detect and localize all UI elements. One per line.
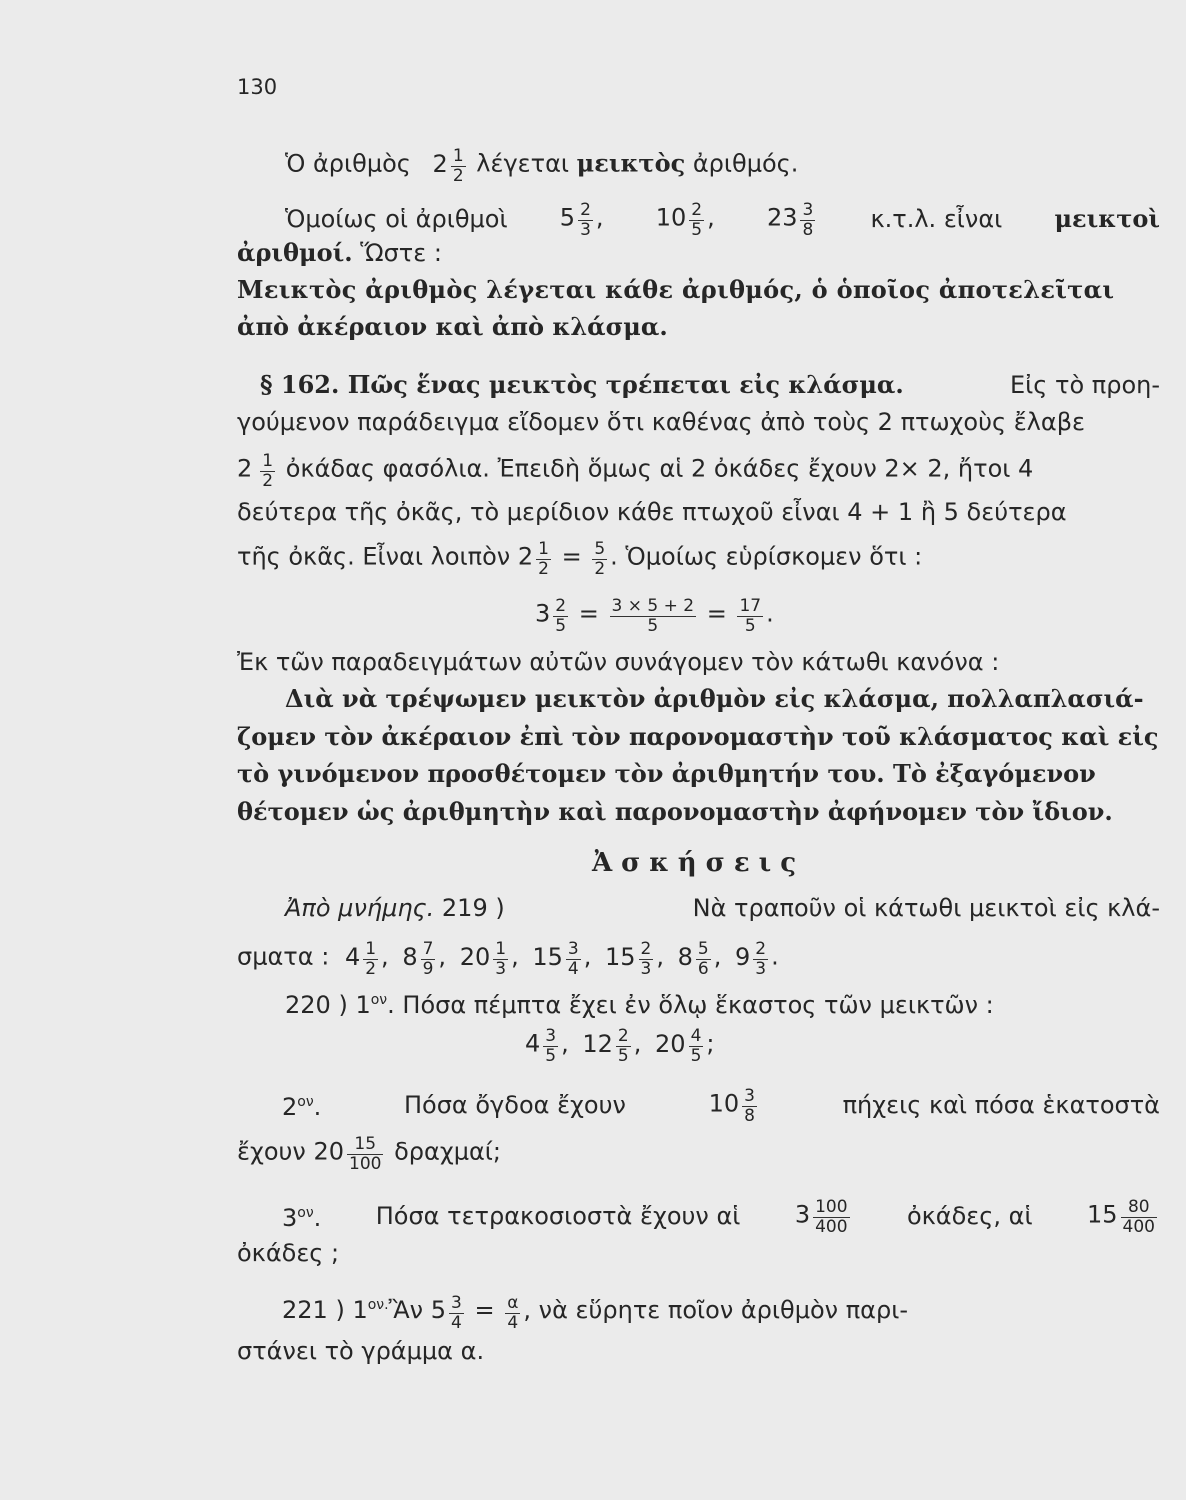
mixed-number: 23 $\frac{3}{8}$ <box>766 200 814 240</box>
section-heading-line <box>260 370 1160 400</box>
text: Ὁ ἀριθμὸς <box>285 149 411 178</box>
rule-line: ζομεν τὸν ἀκέραιον ἐπὶ τὸν παρονομαστὴν τοῦ κλάσματος καὶ εἰς <box>237 722 1159 751</box>
mixed-number: 5 $\frac{2}{3}$ , <box>559 200 604 240</box>
bold-term: ἀριθμοί. <box>237 238 353 267</box>
exercise-220-q1: 220 ) $1^{o\nu}$. Πόσα πέμπτα ἔχει ἐν ὅλῳ ἕκαστος τῶν μεικτῶν : <box>285 991 994 1019</box>
exercise-220-q3: $3^{o\nu}$. Πόσα τετρακοσιοστὰ ἔχουν αἱ 3 $\frac{100}{400}$ ὀκάδες, αἱ 15 $\frac{80}{400}$ <box>282 1197 1155 1237</box>
rule-line: θέτομεν ὡς ἀριθμητὴν καὶ παρονομαστὴν ἀφήνομεν τὸν ἴδιον. <box>237 797 1113 826</box>
body-line: Ἐκ τῶν παραδειγμάτων αὐτῶν συνάγομεν τὸν κάτωθι κανόνα : <box>237 648 1000 676</box>
equation: 3 $\frac{2}{5}$ = $\frac{3 \times 5 + 2}{5}$ = $\frac{17}{5}$ . <box>535 596 774 636</box>
exercise-221: 221 ) $1^{o\nu.}Ἂ\nu$ 5 $\frac{3}{4}$ = $\frac{\alpha}{4}$ , νὰ εὕρητε ποῖον ἀριθμὸν παρι- <box>282 1292 908 1333</box>
body-line: τῆς ὀκᾶς. Εἶναι λοιπὸν 2 $\frac{1}{2}$ = $\frac{5}{2}$ . Ὁμοίως εὑρίσκομεν ὅτι : <box>237 539 923 579</box>
exercise-219: Ἀπὸ μνήμης. 219 ) Νὰ τραποῦν οἱ κάτωθι μεικτοὶ εἰς κλά- <box>285 894 1160 922</box>
rule-line: τὸ γινόμενον προσθέτομεν τὸν ἀριθμητήν του. Τὸ ἐξαγόμενον <box>237 759 1096 788</box>
exercise-220-items: 4 $\frac{3}{5}$ , 12 $\frac{2}{5}$ , 20 $\frac{4}{5}$ ; <box>525 1026 715 1066</box>
text: Εἰς τὸ προη- <box>1010 371 1160 399</box>
examples-line <box>285 199 1160 238</box>
section-heading: § 162. Πῶς ἕνας μεικτὸς τρέπεται εἰς κλάσμα. <box>260 370 904 399</box>
body-line: δεύτερα τῆς ὀκᾶς, τὸ μερίδιον κάθε πτωχοῦ εἶναι 4 + 1 ἢ 5 δεύτερα <box>237 498 1067 526</box>
exercise-219-items: σματα : 4 $\frac{1}{2}$ , 8 $\frac{7}{9}$ , 20 $\frac{1}{3}$ , 15 $\frac{3}{4}$ , 15 $\frac{2}{3}$ , 8 $\frac{5}{6}$ , 9 $\frac{2}{3}$ . <box>237 939 779 979</box>
body-line: 2 $\frac{1}{2}$ ὀκάδας φασόλια. Ἐπειδὴ ὅμως αἱ 2 ὀκάδες ἔχουν 2× 2, ἤτοι 4 <box>237 451 1034 491</box>
page-number: 130 <box>237 75 278 99</box>
body-line: γούμενον παράδειγμα εἴδομεν ὅτι καθένας ἀπὸ τοὺς 2 πτωχοὺς ἔλαβε <box>237 408 1085 436</box>
whole: 2 <box>432 149 448 178</box>
examples-line-2 <box>237 238 1160 268</box>
bold-term: μεικτοὶ <box>1054 203 1160 233</box>
mixed-number-definition-line <box>285 145 798 184</box>
exercise-220-q2: $2^{o\nu}$. Πόσα ὄγδοα ἔχουν 10 $\frac{3}{8}$ πήχεις καὶ πόσα ἑκατοστὰ <box>282 1086 1160 1126</box>
exercise-220-q2-line2: ἔχουν 20 $\frac{15}{100}$ δραχμαί; <box>237 1134 501 1174</box>
mixed-number: 10 $\frac{2}{5}$ , <box>655 200 715 240</box>
bold-term: μεικτὸς <box>576 148 686 178</box>
rule-line: ἀπὸ ἀκέραιον καὶ ἀπὸ κλάσμα. <box>237 312 668 341</box>
text: Ὥστε : <box>360 239 442 267</box>
rule-line: Μεικτὸς ἀριθμὸς λέγεται κάθε ἀριθμός, ὁ ὁποῖος ἀποτελεῖται <box>237 275 1115 304</box>
rule-line: Διὰ νὰ τρέψωμεν μεικτὸν ἀριθμὸν εἰς κλάσμα, πολλαπλασιά- <box>285 684 1144 713</box>
text: ἀριθμός. <box>692 149 799 178</box>
exercise-220-q3-line2: ὀκάδες ; <box>237 1239 340 1267</box>
fraction: $\frac{1}{2}$ <box>452 146 464 186</box>
text: κ.τ.λ. εἶναι <box>870 204 1003 233</box>
exercises-heading: Ἀσκήσεις <box>591 848 806 878</box>
text: Ὁμοίως οἱ ἀριθμοὶ <box>285 204 508 233</box>
exercise-221-line2: στάνει τὸ γράμμα α. <box>237 1337 485 1365</box>
text: λέγεται <box>476 149 570 178</box>
